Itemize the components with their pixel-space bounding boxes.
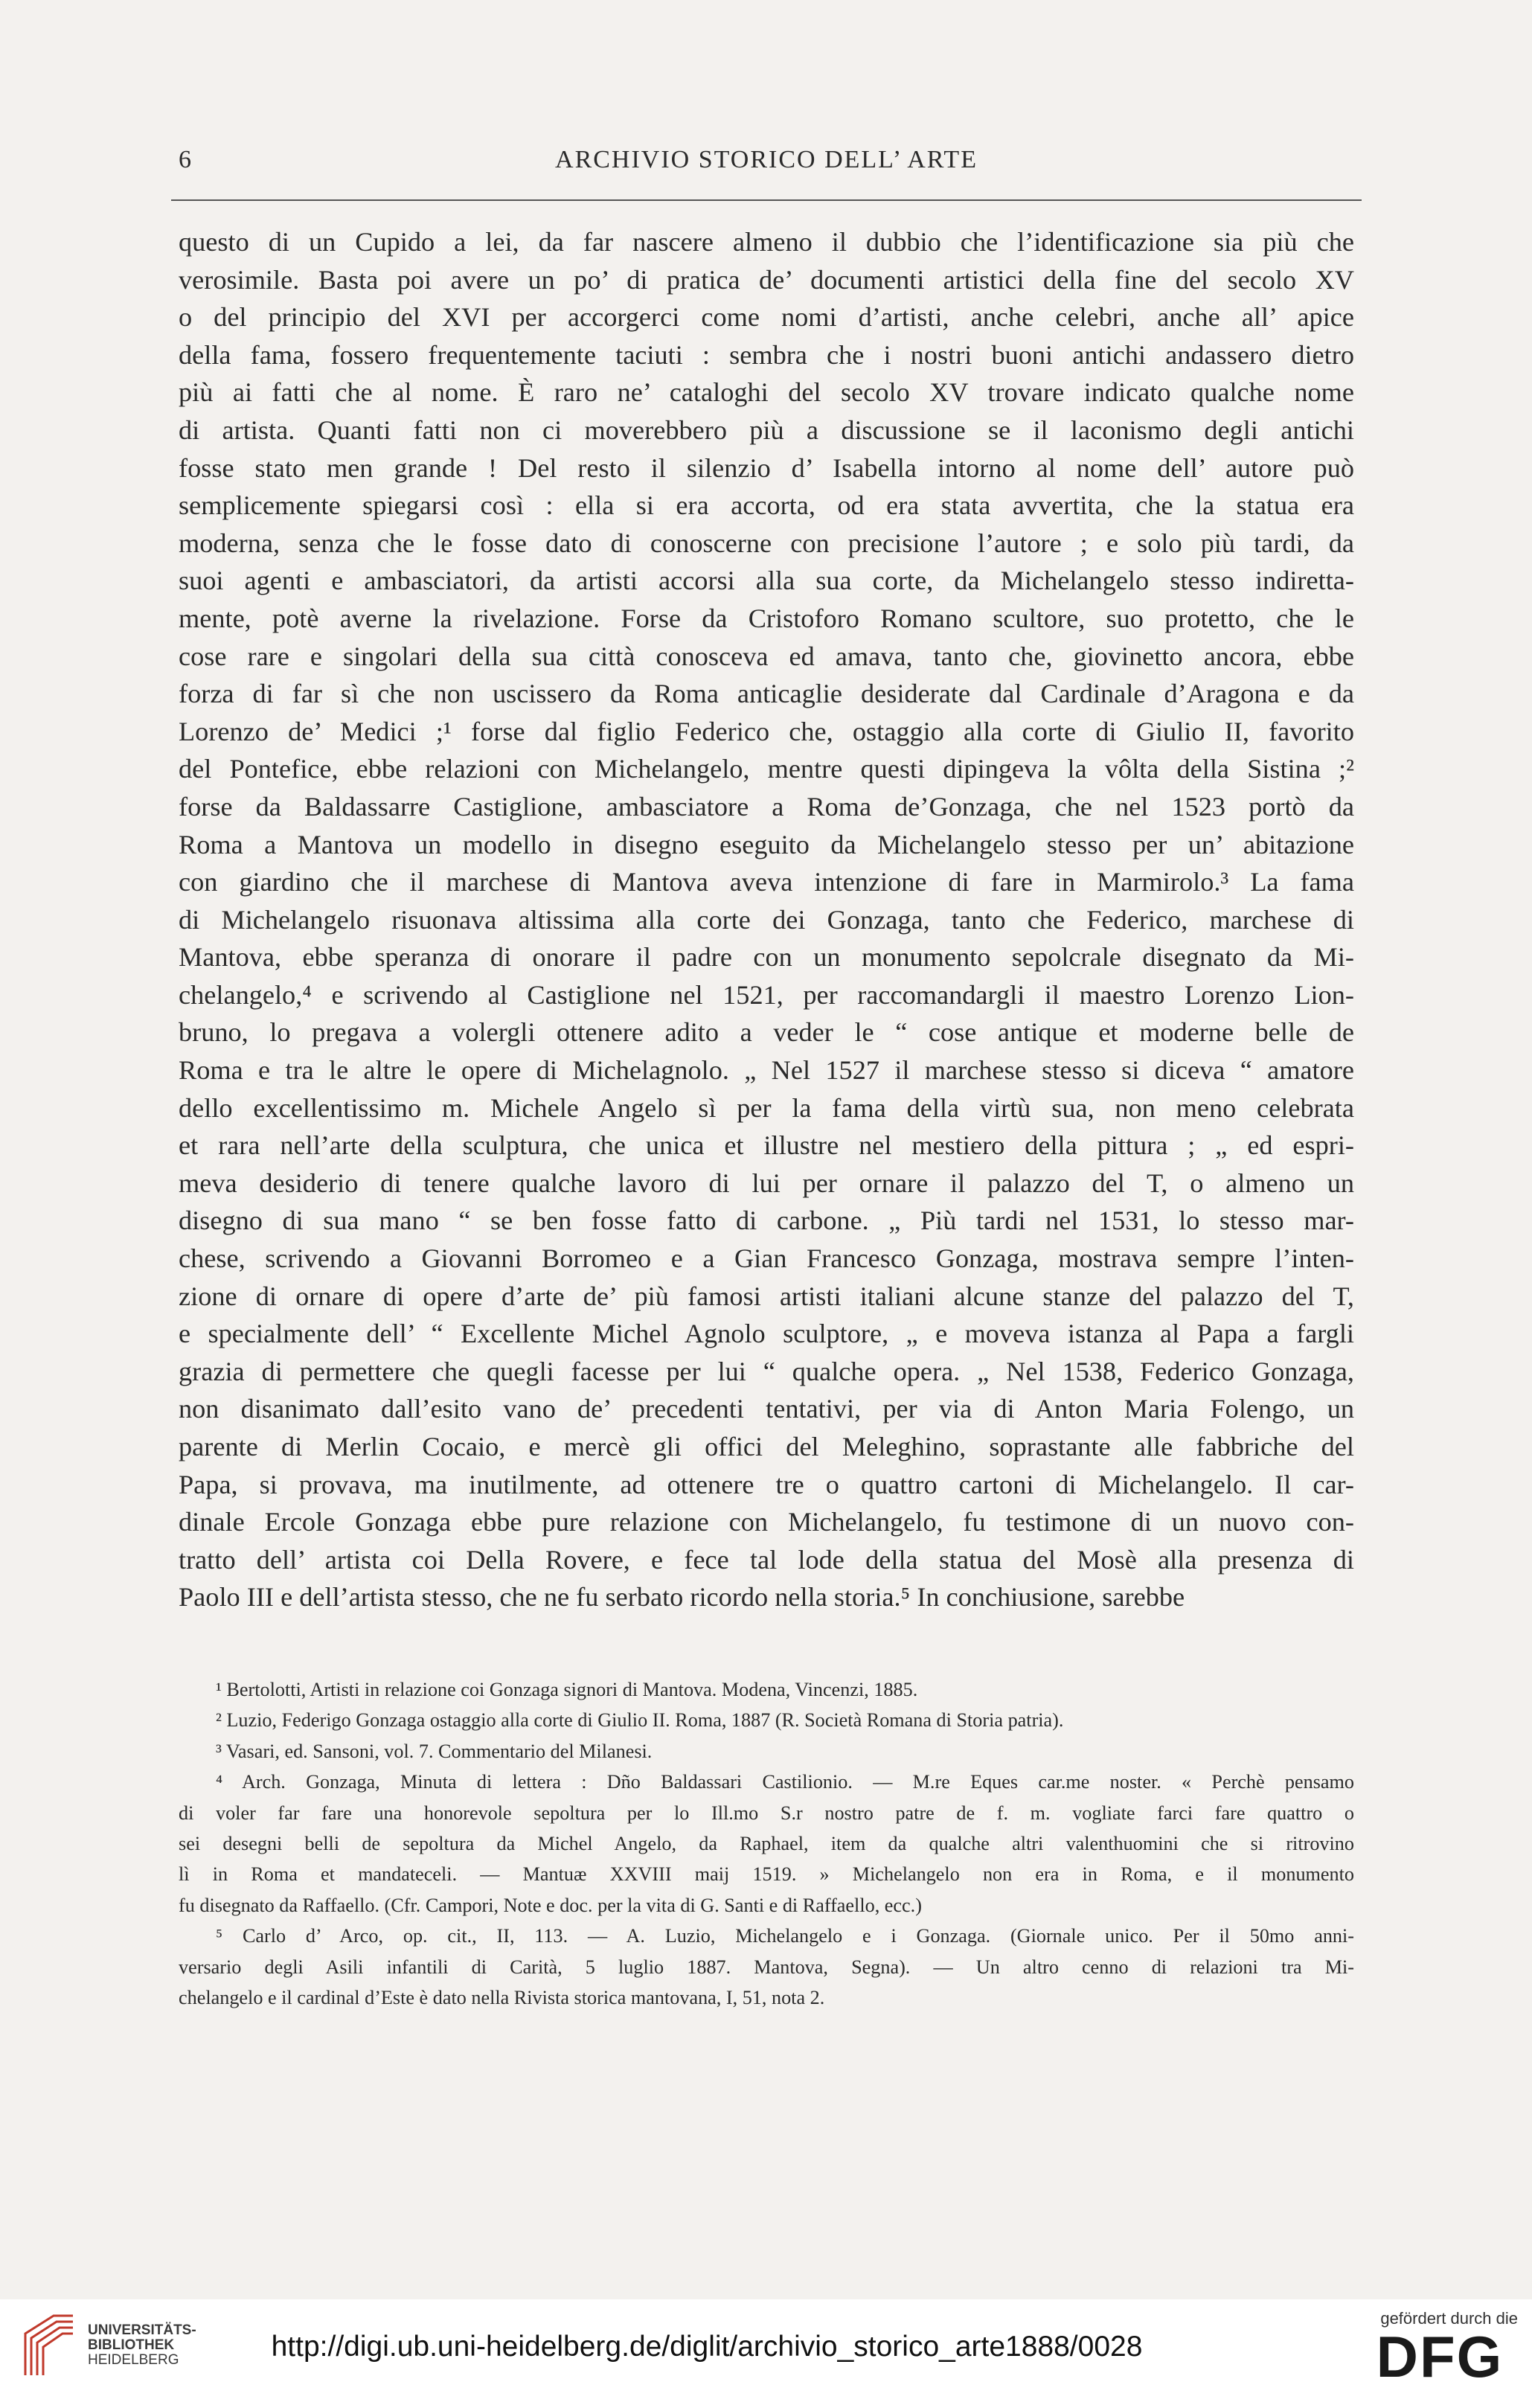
footnote-line: fu disegnato da Raffaello. (Cfr. Campori, Note e doc. per la vita di G. Santi e di Raffaello, ecc.) [179,1894,922,1916]
body-line: moderna, senza che le fosse dato di conoscerne con precisione l’autore ; e solo più tardi, da [179,528,1354,558]
body-line: forza di far sì che non uscissero da Roma anticaglie desiderate dal Cardinale d’Aragona e da [179,679,1354,709]
body-line: più ai fatti che al nome. È raro ne’ cataloghi del secolo XV trovare indicato qualche nome [179,377,1354,408]
body-line: meva desiderio di tenere qualche lavoro di lui per ornare il palazzo del T, o almeno un [179,1168,1354,1198]
header-rule [171,199,1362,201]
body-line: Paolo III e dell’artista stesso, che ne fu serbato ricordo nella storia.⁵ In conchiusione, sarebbe [179,1582,1185,1613]
funded-by-label: gefördert durch die [1380,2309,1518,2328]
university-library-name [88,2323,214,2368]
footnote-line: ³ Vasari, ed. Sansoni, vol. 7. Commentario del Milanesi. [216,1740,653,1762]
body-line: cose rare e singolari della sua città conosceva ed amava, tanto che, giovinetto ancora, ebbe [179,641,1354,671]
body-line: fosse stato men grande ! Del resto il silenzio d’ Isabella intorno al nome dell’ autore può [179,452,1354,483]
body-line: chelangelo,⁴ e scrivendo al Castiglione nel 1521, per raccomandargli il maestro Lorenzo Lion- [179,979,1354,1010]
page-header [171,146,1362,183]
body-line: dello excellentissimo m. Michele Angelo sì per la fama della virtù sua, non meno celebrata [179,1092,1354,1123]
body-line: parente di Merlin Cocaio, e mercè gli offici del Meleghino, soprastante alle fabbriche del [179,1432,1354,1461]
body-line: o del principio del XVI per accorgerci come nomi d’artisti, anche celebri, anche all’ apice [179,302,1354,333]
body-line: semplicemente spiegarsi così : ella si era accorta, od era stata avvertita, che la statua era [179,490,1354,521]
footnote-line: versario degli Asili infantili di Carità, 5 luglio 1887. Mantova, Segna). — Un altro cenno di relazioni tra Mi- [179,1956,1354,1978]
body-line: questo di un Cupido a lei, da far nascere almeno il dubbio che l’identificazione sia più che [179,227,1354,257]
body-line: Roma e tra le altre le opere di Michelagnolo. „ Nel 1527 il marchese stesso si diceva “ amatore [179,1055,1354,1086]
dfg-logo [1362,2329,1518,2383]
body-line: di artista. Quanti fatti non ci moverebbero più a discussione se il laconismo degli antichi [179,414,1354,445]
footnote-line: ⁴ Arch. Gonzaga, Minuta di lettera : Dño Baldassari Castilionio. — M.re Eques car.me noster. « Perchè pensamo [216,1771,1354,1793]
footnote-line: ² Luzio, Federigo Gonzaga ostaggio alla corte di Giulio II. Roma, 1887 (R. Società Romana di Storia patria). [216,1709,1064,1732]
body-line: suoi agenti e ambasciatori, da artisti accorsi alla sua corte, da Michelangelo stesso indiretta- [179,566,1354,596]
body-line: con giardino che il marchese di Mantova aveva intenzione di fare in Marmirolo.³ La fama [179,867,1354,897]
body-line: e specialmente dell’ “ Excellente Michel Agnolo sculptore, „ e moveva istanza al Papa a fargli [179,1319,1354,1349]
body-line: grazia di permettere che quegli facesse per lui “ qualche opera. „ Nel 1538, Federico Gonzaga, [179,1356,1354,1386]
body-line: del Pontefice, ebbe relazioni con Michelangelo, mentre questi dipingeva la vôlta della Sistina ;² [179,754,1354,784]
body-line: chese, scrivendo a Giovanni Borromeo e a Gian Francesco Gonzaga, mostrava sempre l’inten- [179,1243,1354,1274]
university-library-logo [21,2311,77,2380]
body-line: verosimile. Basta poi avere un po’ di pratica de’ documenti artistici della fine del secolo XV [179,264,1354,295]
body-line: bruno, lo pregava a volergli ottenere adito a veder le “ cose antique et moderne belle de [179,1017,1354,1048]
body-text [179,223,1354,1616]
body-line: mente, potè averne la rivelazione. Forse da Cristoforo Romano scultore, suo protetto, che le [179,603,1354,633]
body-line: Roma a Mantova un modello in disegno eseguito da Michelangelo stesso per un’ abitazione [179,829,1354,859]
library-line-2: BIBLIOTHEK [88,2337,175,2353]
running-title: ARCHIVIO STORICO DELL’ ARTE [555,146,978,173]
library-line-1: UNIVERSITÄTS- [88,2322,196,2338]
footnote-line: lì in Roma et mandateceli. — Mantuæ XXVIII maij 1519. » Michelangelo non era in Roma, e il monumento [179,1863,1354,1886]
body-line: di Michelangelo risuonava altissima alla corte dei Gonzaga, tanto che Federico, marchese di [179,904,1354,935]
footnote-line: ⁵ Carlo d’ Arco, op. cit., II, 113. — A. Luzio, Michelangelo e i Gonzaga. (Giornale unico. Per il 50mo anni- [216,1925,1354,1947]
body-line: zione di ornare di opere d’arte de’ più famosi artisti italiani alcune stanze del palazzo del T, [179,1281,1354,1311]
footnote-line: chelangelo e il cardinal d’Este è dato nella Rivista storica mantovana, I, 51, nota 2. [179,1986,825,2008]
footnote-line: di voler far fare una honorevole sepoltura per lo Ill.mo S.r nostro patre de f. m. vogliate farci fare quattro o [179,1802,1354,1824]
body-line: disegno di sua mano “ se ben fosse fatto di carbone. „ Più tardi nel 1531, lo stesso mar- [179,1205,1354,1236]
body-line: Papa, si provava, ma inutilmente, ad ottenere tre o quattro cartoni di Michelangelo. Il car- [179,1469,1354,1499]
footnotes [179,1674,1354,2013]
footnote-line: ¹ Bertolotti, Artisti in relazione coi Gonzaga signori di Mantova. Modena, Vincenzi, 1885. [216,1679,918,1700]
body-line: non disanimato dall’esito vano de’ precedenti tentativi, per via di Anton Maria Folengo, un [179,1394,1354,1424]
body-line: della fama, fossero frequentemente taciuti : sembra che i nostri buoni antichi andassero dietro [179,339,1354,370]
body-line: tratto dell’ artista coi Della Rovere, e fece tal lode della statua del Mosè alla presenza di [179,1544,1354,1575]
body-line: forse da Baldassarre Castiglione, ambasciatore a Roma de’Gonzaga, che nel 1523 portò da [179,791,1354,822]
body-line: dinale Ercole Gonzaga ebbe pure relazione con Michelangelo, fu testimone di un nuovo con- [179,1507,1354,1537]
page-number: 6 [179,146,191,173]
body-line: et rara nell’arte della sculptura, che unica et illustre nel mestiero della pittura ; „ ed espri- [179,1130,1354,1161]
body-line: Mantova, ebbe speranza di onorare il padre con un monumento sepolcrale disegnato da Mi- [179,942,1354,973]
library-line-3: HEIDELBERG [88,2352,179,2368]
footnote-line: sei desegni belli de sepoltura da Michel Angelo, da Raphael, item da qualche altri valenthuomini che si ritrovino [179,1832,1354,1854]
dfg-logo-text: DFG [1376,2329,1504,2383]
source-url-link[interactable]: http://digi.ub.uni-heidelberg.de/diglit/archivio_storico_arte1888/0028 [271,2331,1143,2363]
body-line: Lorenzo de’ Medici ;¹ forse dal figlio Federico che, ostaggio alla corte di Giulio II, favorito [179,716,1354,746]
